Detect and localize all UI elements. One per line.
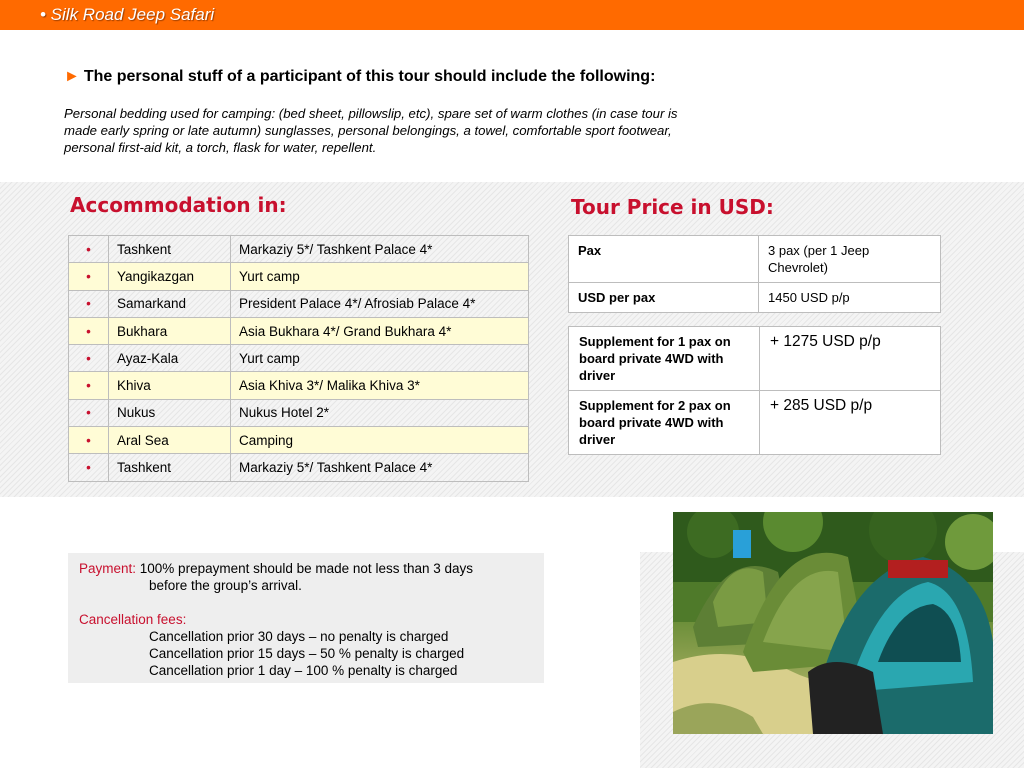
cancellation-line: Cancellation prior 1 day – 100 % penalty is charged — [149, 663, 458, 678]
intro-line: Personal bedding used for camping: (bed sheet, pillowslip, etc), spare set of warm clothes (in case tour is — [64, 106, 678, 121]
bullet-icon: • — [69, 345, 109, 372]
supplement-label-line: board private 4WD with — [579, 415, 724, 430]
hotel-cell: Yurt camp — [231, 263, 529, 290]
intro-line: personal first-aid kit, a torch, flask for water, repellent. — [64, 140, 377, 155]
hotel-cell: Asia Khiva 3*/ Malika Khiva 3* — [231, 372, 529, 399]
table-row — [69, 290, 529, 317]
city-cell: Tashkent — [109, 454, 231, 481]
city-cell: Khiva — [109, 372, 231, 399]
payment-box — [68, 553, 544, 683]
hotel-cell: Yurt camp — [231, 345, 529, 372]
price-label: USD per pax — [569, 283, 759, 313]
city-cell: Nukus — [109, 399, 231, 426]
intro-heading — [64, 68, 655, 86]
cancellation-line: Cancellation prior 15 days – 50 % penalty is charged — [149, 646, 465, 661]
bullet-icon: • — [69, 236, 109, 263]
supplement-label-line: board private 4WD with — [579, 351, 724, 366]
hotel-cell: Markaziy 5*/ Tashkent Palace 4* — [231, 454, 529, 481]
city-cell: Bukhara — [109, 317, 231, 344]
accommodation-table — [68, 235, 529, 482]
payment-label: Payment: — [79, 561, 137, 576]
bullet-icon: • — [69, 317, 109, 344]
bullet-icon: • — [69, 399, 109, 426]
arrow-bullet-icon: ► — [64, 68, 80, 85]
hotel-cell: Markaziy 5*/ Tashkent Palace 4* — [231, 236, 529, 263]
payment-text: 100% prepayment should be made not less than 3 days — [136, 561, 473, 576]
price-value — [759, 283, 941, 313]
table-row — [569, 391, 941, 455]
supplement-label — [569, 327, 760, 391]
bullet-icon: • — [69, 427, 109, 454]
bullet-icon: • — [69, 372, 109, 399]
bullet-icon: • — [69, 263, 109, 290]
city-cell: Tashkent — [109, 236, 231, 263]
price-value — [759, 236, 941, 283]
price-value-line: 1450 USD p/p — [768, 290, 850, 305]
table-row — [69, 427, 529, 454]
bullet-icon: • — [69, 454, 109, 481]
price-table — [568, 235, 941, 313]
supplement-table — [568, 326, 941, 455]
hotel-cell: Camping — [231, 427, 529, 454]
supplement-label-line: Supplement for 2 pax on — [579, 398, 731, 413]
slide-title: • Silk Road Jeep Safari — [40, 5, 215, 24]
table-row — [69, 399, 529, 426]
bullet-icon: • — [69, 290, 109, 317]
supplement-label-line: Supplement for 1 pax on — [579, 334, 731, 349]
price-value-line: 3 pax (per 1 Jeep — [768, 243, 870, 258]
table-row — [569, 236, 941, 283]
hotel-cell: Nukus Hotel 2* — [231, 399, 529, 426]
city-cell: Yangikazgan — [109, 263, 231, 290]
table-row — [569, 283, 941, 313]
cancellation-line: Cancellation prior 30 days – no penalty is charged — [149, 629, 449, 644]
accommodation-title: Accommodation in: — [70, 193, 287, 217]
payment-line: before the group’s arrival. — [149, 578, 302, 593]
price-value-line: Chevrolet) — [768, 260, 828, 275]
price-title: Tour Price in USD: — [571, 195, 774, 219]
supplement-label-line: driver — [579, 368, 616, 383]
payment-line — [79, 560, 533, 577]
intro-body — [64, 105, 754, 156]
supplement-value: + 1275 USD p/p — [760, 327, 941, 391]
table-row — [69, 263, 529, 290]
table-row — [69, 236, 529, 263]
cancellation-label: Cancellation fees: — [79, 612, 187, 627]
supplement-label — [569, 391, 760, 455]
hotel-cell: President Palace 4*/ Afrosiab Palace 4* — [231, 290, 529, 317]
table-row — [69, 345, 529, 372]
top-bar — [0, 0, 1024, 30]
camping-tents-photo — [673, 512, 993, 734]
table-row — [69, 454, 529, 481]
city-cell: Samarkand — [109, 290, 231, 317]
hotel-cell: Asia Bukhara 4*/ Grand Bukhara 4* — [231, 317, 529, 344]
table-row — [69, 372, 529, 399]
city-cell: Ayaz-Kala — [109, 345, 231, 372]
spacer — [79, 594, 533, 611]
table-row — [569, 327, 941, 391]
supplement-value: + 285 USD p/p — [760, 391, 941, 455]
table-row — [69, 317, 529, 344]
intro-line: made early spring or late autumn) sunglasses, personal belongings, a towel, comfortable sport footwear, — [64, 123, 672, 138]
city-cell: Aral Sea — [109, 427, 231, 454]
price-label: Pax — [569, 236, 759, 283]
intro-heading-text: The personal stuff of a participant of this tour should include the following: — [83, 68, 656, 85]
supplement-label-line: driver — [579, 432, 616, 447]
